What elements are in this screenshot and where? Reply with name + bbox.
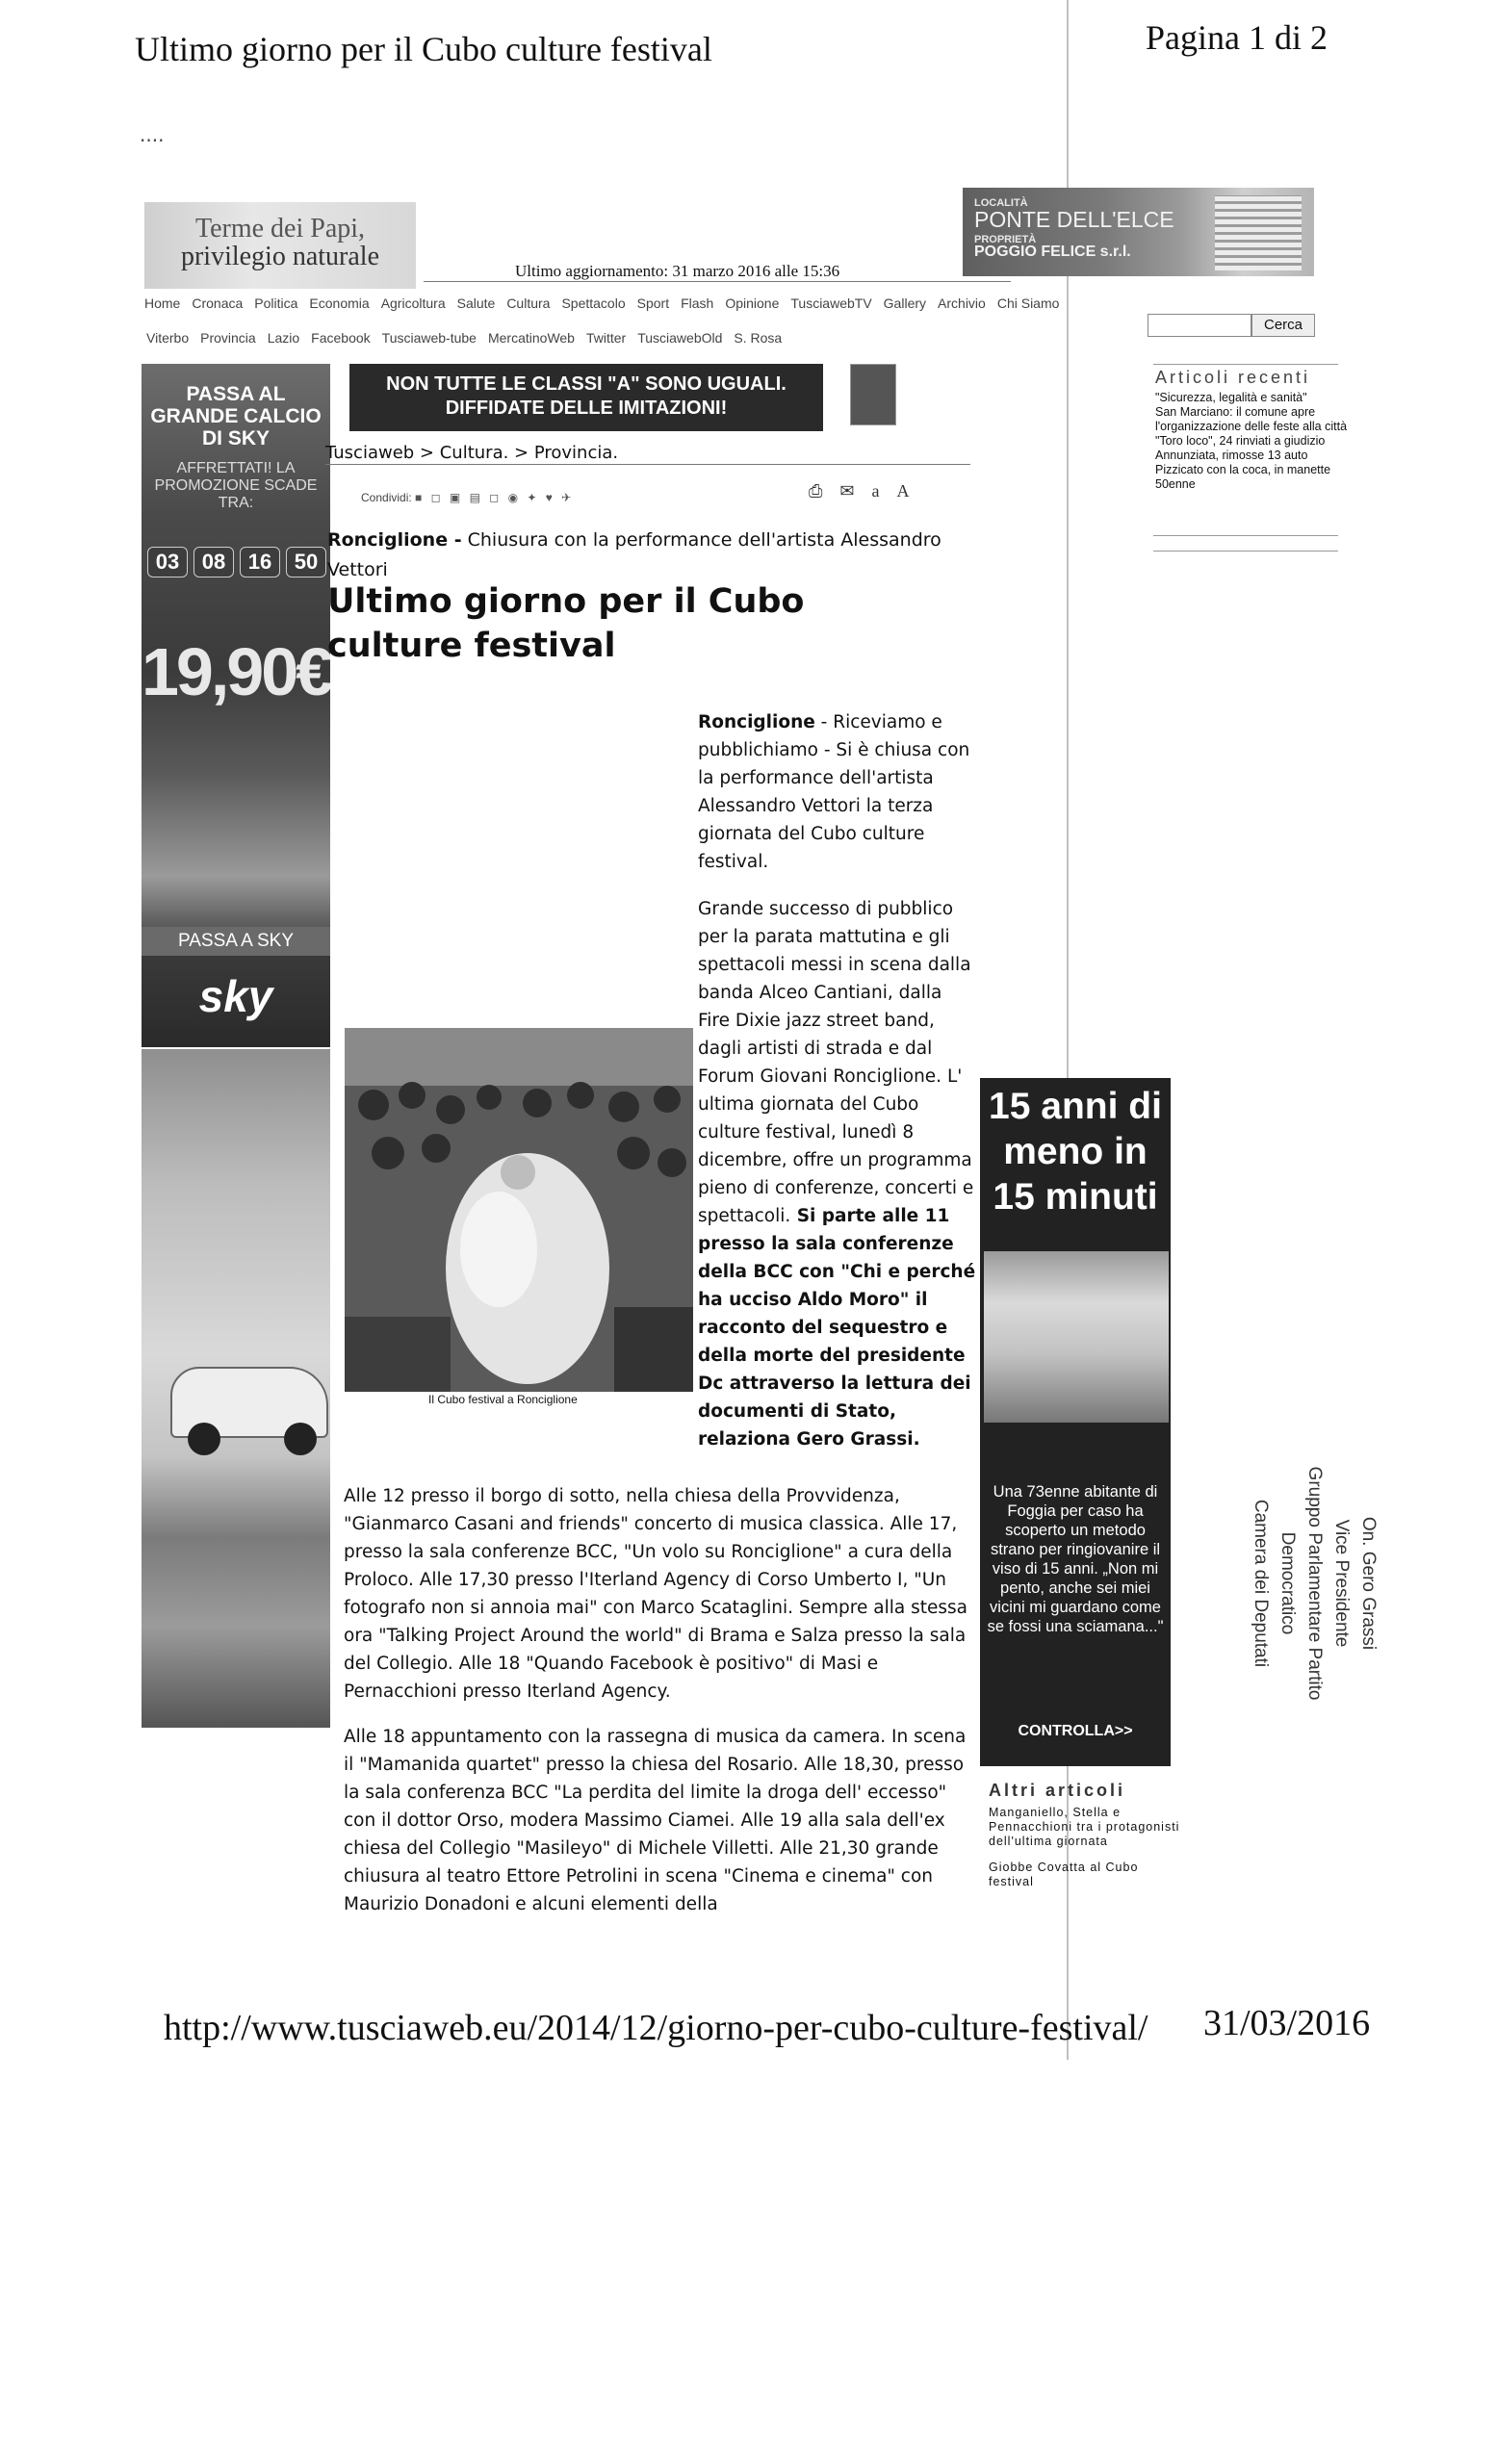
nav-lazio[interactable]: Lazio — [267, 330, 300, 346]
font-increase-button[interactable]: A — [896, 481, 910, 500]
festival-photo — [345, 1028, 693, 1392]
print-page-number: Pagina 1 di 2 — [1146, 18, 1328, 57]
nav-provincia[interactable]: Provincia — [200, 330, 256, 346]
deputy-stamp — [1247, 1420, 1381, 1766]
stamp-line-3: Gruppo Parlamentare Partito Democratico — [1277, 1466, 1325, 1701]
sky-timer-seconds: 50 — [286, 547, 326, 578]
sky-timer-hours: 08 — [193, 547, 234, 578]
email-icon[interactable]: ✉ — [839, 481, 855, 500]
rejuvenation-ad[interactable] — [980, 1078, 1171, 1766]
breadcrumb[interactable]: Tusciaweb > Cultura. > Provincia. — [325, 443, 619, 463]
other-article-item[interactable]: Giobbe Covatta al Cubo festival — [989, 1861, 1139, 1888]
nav-cronaca[interactable]: Cronaca — [192, 295, 244, 311]
classe-a-line2: DIFFIDATE DELLE IMITAZIONI! — [445, 398, 728, 419]
nav-cultura[interactable]: Cultura — [506, 295, 551, 311]
article-kicker — [327, 526, 972, 585]
recent-article-item[interactable]: Pizzicato con la coca, in manette 50enne — [1155, 463, 1331, 491]
kicker-place: Ronciglione - — [327, 529, 462, 551]
article-paragraph-2: Alle 12 presso il borgo di sotto, nella chiesa della Provvidenza, "Gianmarco Casani and friends" concerto di musica classica. Alle 17, presso la sala conferenze BCC, "Un volo su Ronciglione" a cura della Proloco. Alle 17,30 presso l'Iterland Agency di Corso Umberto I, "Un fotografo non si annoia mai" con Marco Scataglini. Sempre alla stessa ora "Talking Project Around the world" di Brama e Salza presso la sala del Collegio. Alle 18 "Quando Facebook è positivo" di Masi e Pernacchioni presso Iterland Agency. — [344, 1486, 967, 1702]
nav-chi-siamo[interactable]: Chi Siamo — [996, 295, 1060, 311]
lead-place: Ronciglione — [698, 712, 815, 732]
stamp-line-4: Camera dei Deputati — [1251, 1499, 1271, 1668]
print-icon[interactable]: ⎙ — [809, 481, 823, 500]
secondary-nav — [146, 330, 793, 346]
kicker-text: Chiusura con la performance dell'artista Alessandro Vettori — [327, 529, 941, 580]
paragraph-1-text: Grande successo di pubblico per la parata mattutina e gli spettacoli messi in scena dalla banda Alceo Cantiani, dalla Fire Dixie jazz street band, dagli artisti di strada e dal Forum Giovani Ronciglione. L' ultima giornata del Cubo culture festival, lunedì 8 dicembre, offre un programma pieno di conferenze, concerti e spettacoli. — [698, 899, 974, 1226]
divider — [1153, 535, 1338, 536]
nav-tusciaweb-tube[interactable]: Tusciaweb-tube — [381, 330, 477, 346]
nav-home[interactable]: Home — [144, 295, 181, 311]
building-image — [1215, 195, 1302, 270]
sky-ad[interactable] — [142, 364, 330, 1047]
sky-timer-days: 03 — [147, 547, 188, 578]
print-footer-date: 31/03/2016 — [1203, 2003, 1371, 2043]
divider — [1153, 551, 1338, 552]
ponte-ad-title: PONTE DELL'ELCE — [974, 207, 1174, 232]
font-decrease-button[interactable]: a — [871, 481, 880, 500]
sky-price: 19,90€ — [142, 634, 330, 709]
terme-dei-papi-ad[interactable] — [144, 202, 416, 289]
header-dots: .... — [140, 123, 165, 146]
nav-s-rosa[interactable]: S. Rosa — [734, 330, 783, 346]
search-button[interactable]: Cerca — [1251, 314, 1315, 337]
terme-ad-line2: privilegio naturale — [180, 242, 380, 271]
ponte-ad-label1: LOCALITÀ — [974, 197, 1028, 209]
stamp-line-1: On. Gero Grassi — [1358, 1516, 1379, 1651]
rejuvenation-ad-headline: 15 anni di meno in 15 minuti — [989, 1086, 1162, 1218]
ponte-ad-label2: PROPRIETÀ — [974, 234, 1037, 245]
divider — [325, 464, 970, 465]
share-icons[interactable]: ■ ◻ ▣ ▤ ◻ ◉ ✦ ♥ ✈ — [415, 491, 575, 504]
face-after-image — [1076, 1251, 1169, 1423]
nav-politica[interactable]: Politica — [254, 295, 298, 311]
recent-article-item[interactable]: San Marciano: il comune apre l'organizzazione delle feste alla città — [1155, 405, 1348, 433]
nav-economia[interactable]: Economia — [309, 295, 370, 311]
article-paragraph-3: Alle 18 appuntamento con la rassegna di musica da camera. In scena il "Mamanida quartet" presso la chiesa del Rosario. Alle 18,30, presso la sala conferenza BCC "La perdita del limite la droga dell' eccesso" con il dottor Orso, modera Massimo Ciamei. Alle 19 alla sala dell'ex chiesa del Collegio "Masileyo" di Michele Villetti. Alle 21,30 grande chiusura al teatro Ettore Petrolini in scena "Cinema e cinema" con Maurizio Donadoni e alcuni elementi della — [344, 1727, 967, 1914]
nav-viterbo[interactable]: Viterbo — [146, 330, 190, 346]
nav-opinione[interactable]: Opinione — [725, 295, 780, 311]
nav-facebook[interactable]: Facebook — [311, 330, 371, 346]
classe-a-line1: NON TUTTE LE CLASSI "A" SONO UGUALI. — [386, 373, 787, 395]
search-input[interactable] — [1148, 314, 1251, 337]
divider — [424, 281, 1011, 282]
energy-village-logo — [850, 364, 896, 425]
terme-ad-line1: Terme dei Papi, — [194, 214, 366, 244]
rejuvenation-ad-text: Una 73enne abitante di Foggia per caso ha scoperto un metodo strano per ringiovanire il viso di 15 anni. „Non mi pento, anche sei miei vicini mi guardano come se fossi una sciamana..." — [987, 1483, 1164, 1635]
nav-sport[interactable]: Sport — [636, 295, 670, 311]
face-before-image — [984, 1251, 1076, 1423]
sky-timer-minutes: 16 — [240, 547, 280, 578]
stamp-line-2: Vice Presidente — [1331, 1519, 1352, 1648]
paragraph-1-bold: Si parte alle 11 presso la sala conferenze della BCC con "Chi e perché ha ucciso Aldo Moro" il racconto del sequestro e della morte del presidente Dc attraverso la lettura dei documenti di Stato, relaziona Gero Grassi. — [698, 1206, 976, 1450]
sky-ad-subtitle: AFFRETTATI! LA PROMOZIONE SCADE TRA: — [154, 460, 318, 511]
nav-gallery[interactable]: Gallery — [883, 295, 927, 311]
article-paragraph-1 — [698, 895, 977, 1453]
divider — [1153, 364, 1338, 365]
sky-logo: sky — [198, 971, 273, 1021]
share-bar — [361, 491, 574, 504]
other-articles-list — [989, 1806, 1186, 1889]
article-headline: Ultimo giorno per il Cubo culture festival — [327, 582, 805, 665]
ponte-dellelce-ad[interactable] — [963, 188, 1314, 276]
nav-spettacolo[interactable]: Spettacolo — [561, 295, 626, 311]
sky-cta-button[interactable]: PASSA A SKY — [142, 927, 330, 956]
recent-article-item[interactable]: "Sicurezza, legalità e sanità" — [1155, 391, 1307, 404]
nav-salute[interactable]: Salute — [456, 295, 496, 311]
main-nav — [144, 295, 1070, 311]
share-label: Condividi: — [361, 491, 412, 504]
photo-caption: Il Cubo festival a Ronciglione — [428, 1393, 578, 1406]
nav-archivio[interactable]: Archivio — [938, 295, 986, 311]
ponte-ad-owner: POGGIO FELICE s.r.l. — [974, 244, 1131, 260]
print-footer-url: http://www.tusciaweb.eu/2014/12/giorno-per-cubo-culture-festival/ — [164, 2008, 1148, 2048]
nav-mercatinoweb[interactable]: MercatinoWeb — [487, 330, 575, 346]
last-update: Ultimo aggiornamento: 31 marzo 2016 alle 15:36 — [515, 262, 840, 280]
print-header-title: Ultimo giorno per il Cubo culture festival — [135, 30, 712, 68]
article-tools — [809, 481, 927, 501]
sky-ad-title: PASSA AL GRANDE CALCIO DI SKY — [150, 383, 322, 449]
nav-twitter[interactable]: Twitter — [585, 330, 627, 346]
classe-a-banner[interactable] — [349, 364, 823, 431]
recent-article-item[interactable]: "Toro loco", 24 rinviati a giudizio — [1155, 434, 1326, 448]
nav-tusciawebtv[interactable]: TusciawebTV — [790, 295, 872, 311]
car-wheel — [284, 1423, 317, 1455]
car-ad-image[interactable] — [142, 1049, 330, 1728]
recent-articles-list — [1155, 391, 1348, 492]
car-wheel — [188, 1423, 220, 1455]
other-articles-title: Altri articoli — [989, 1781, 1126, 1800]
other-article-item[interactable]: Manganiello, Stella e Pennacchioni tra i protagonisti dell'ultima giornata — [989, 1806, 1180, 1848]
lead-text: - Riceviamo e pubblichiamo - Si è chiusa con la performance dell'artista Alessandro Vettori la terza giornata del Cubo culture festival. — [698, 712, 970, 872]
nav-tusciawebold[interactable]: TusciawebOld — [637, 330, 723, 346]
recent-articles-title: Articoli recenti — [1155, 368, 1311, 387]
nav-flash[interactable]: Flash — [681, 295, 714, 311]
article-lead — [698, 708, 977, 876]
recent-article-item[interactable]: Annunziata, rimosse 13 auto — [1155, 449, 1308, 462]
nav-agricoltura[interactable]: Agricoltura — [380, 295, 446, 311]
controlla-button[interactable]: CONTROLLA>> — [1018, 1723, 1133, 1739]
